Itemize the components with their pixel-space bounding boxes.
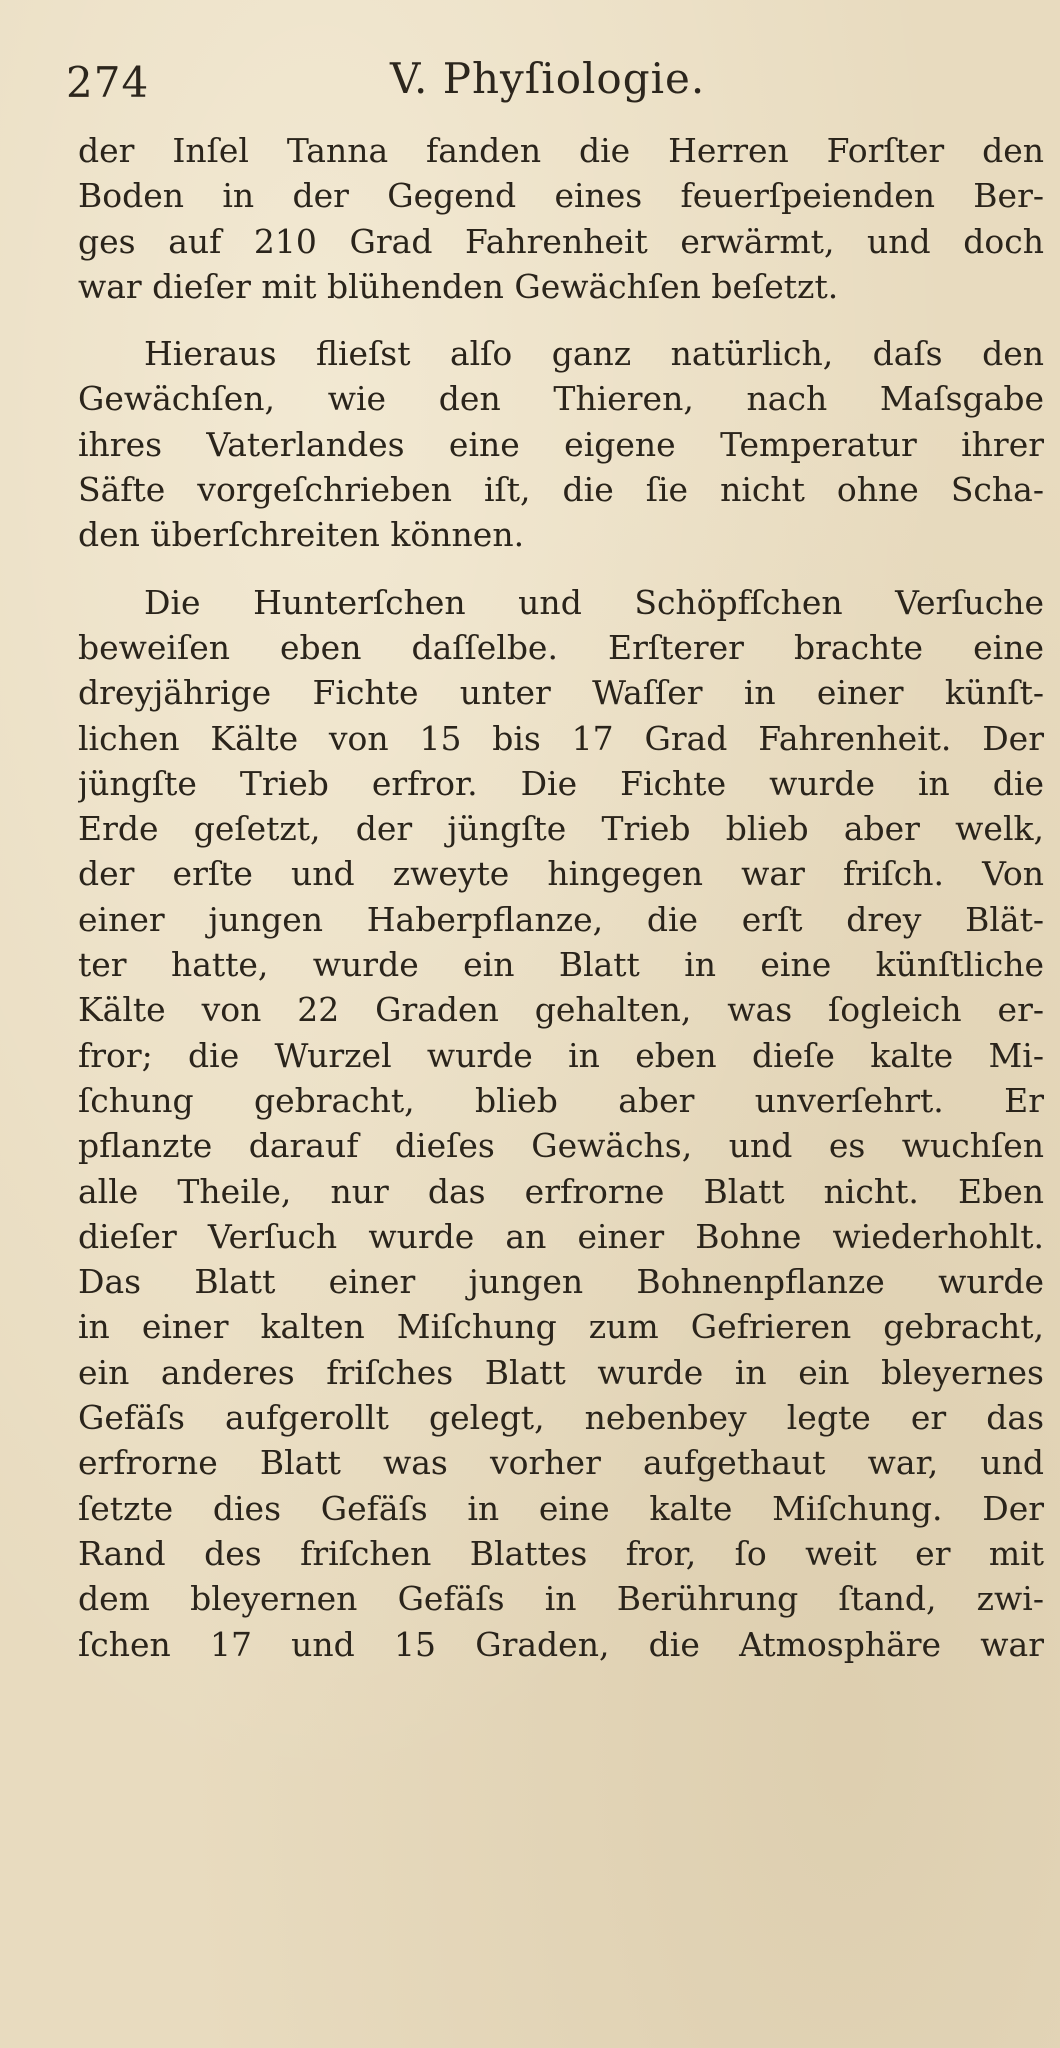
page-number: 274 bbox=[66, 58, 150, 107]
paragraph-2 bbox=[78, 331, 1044, 557]
text-line: dem bleyernen Gefäſs in Berührung ſtand, zwi- bbox=[78, 1579, 1044, 1619]
text-line: dreyjährige Fichte unter Waſſer in einer künſt- bbox=[78, 673, 1044, 713]
text-line: beweiſen eben daſſelbe. Erſterer brachte eine bbox=[78, 627, 1044, 667]
text-line: ſchen 17 und 15 Graden, die Atmosphäre war bbox=[78, 1624, 1044, 1664]
paragraph-1 bbox=[78, 128, 1044, 309]
text-line: Das Blatt einer jungen Bohnenpflanze wurde bbox=[78, 1262, 1044, 1302]
text-line: in einer kalten Miſchung zum Gefrieren gebracht, bbox=[78, 1307, 1044, 1347]
text-line: Gefäſs aufgerollt gelegt, nebenbey legte er das bbox=[78, 1398, 1044, 1438]
text-line: Die Hunterſchen und Schöpfſchen Verſuche bbox=[144, 582, 1044, 622]
text-line: ter hatte, wurde ein Blatt in eine künſtliche bbox=[78, 945, 1044, 985]
body-text bbox=[78, 128, 1044, 1667]
text-line: Gewächſen, wie den Thieren, nach Maſsgabe bbox=[78, 379, 1044, 419]
text-line: war dieſer mit blühenden Gewächſen beſetzt. bbox=[78, 266, 839, 306]
text-line: erfrorne Blatt was vorher aufgethaut war, und bbox=[78, 1443, 1044, 1483]
text-line: lichen Kälte von 15 bis 17 Grad Fahrenheit. Der bbox=[78, 718, 1044, 758]
text-line: den überſchreiten können. bbox=[78, 515, 525, 555]
text-line: fror; die Wurzel wurde in eben dieſe kalte Mi- bbox=[78, 1035, 1044, 1075]
text-line: pflanzte darauf dieſes Gewächs, und es wuchſen bbox=[78, 1126, 1044, 1166]
text-line: ihres Vaterlandes eine eigene Temperatur ihrer bbox=[78, 424, 1044, 464]
paragraph-3 bbox=[78, 580, 1044, 1667]
text-line: ſchung gebracht, blieb aber unverſehrt. Er bbox=[78, 1080, 1044, 1120]
text-line: ſetzte dies Gefäſs in eine kalte Miſchung. Der bbox=[78, 1488, 1044, 1528]
text-line: der erſte und zweyte hingegen war friſch. Von bbox=[78, 854, 1044, 894]
text-line: ges auf 210 Grad Fahrenheit erwärmt, und doch bbox=[78, 221, 1044, 261]
text-line: dieſer Verſuch wurde an einer Bohne wiederhohlt. bbox=[78, 1216, 1044, 1256]
text-line: Säfte vorgeſchrieben iſt, die ſie nicht ohne Scha- bbox=[78, 470, 1044, 510]
text-line: Boden in der Gegend eines feuerſpeienden Ber- bbox=[78, 176, 1044, 216]
text-line: der Inſel Tanna fanden die Herren Forſter den bbox=[78, 131, 1044, 170]
text-line: Rand des friſchen Blattes fror, ſo weit er mit bbox=[78, 1533, 1044, 1573]
text-line: alle Theile, nur das erfrorne Blatt nicht. Eben bbox=[78, 1171, 1044, 1211]
page-header bbox=[0, 54, 1060, 118]
running-head: V. Phyſiologie. bbox=[390, 54, 706, 103]
text-line: Kälte von 22 Graden gehalten, was ſogleich er- bbox=[78, 990, 1044, 1030]
text-line: Erde geſetzt, der jüngſte Trieb blieb aber welk, bbox=[78, 809, 1044, 849]
text-line: ein anderes friſches Blatt wurde in ein bleyernes bbox=[78, 1352, 1044, 1392]
text-line: Hieraus flieſst alſo ganz natürlich, daſs den bbox=[144, 334, 1044, 374]
text-line: einer jungen Haberpflanze, die erſt drey Blät- bbox=[78, 899, 1044, 939]
text-line: jüngſte Trieb erfror. Die Fichte wurde in die bbox=[78, 763, 1044, 803]
